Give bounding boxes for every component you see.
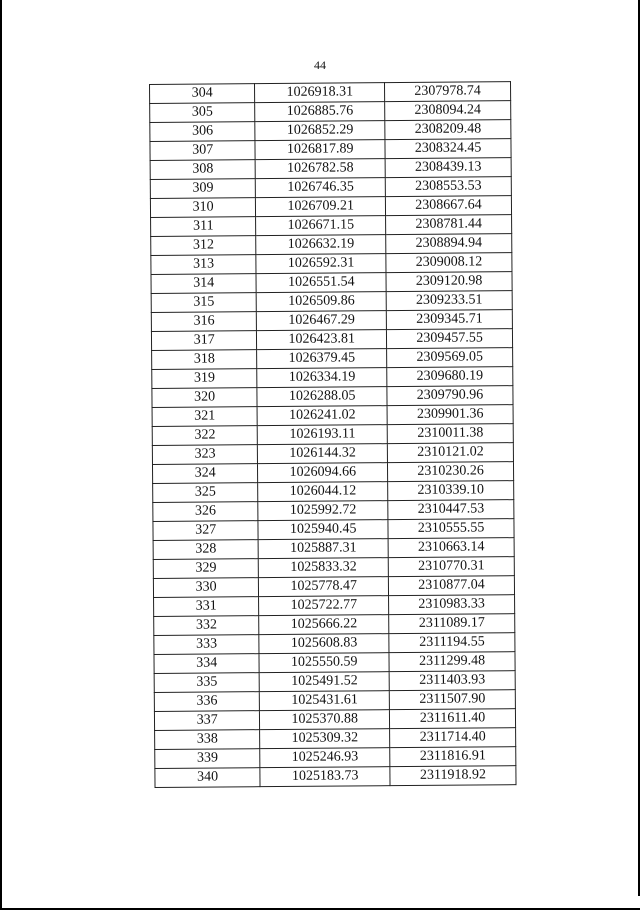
table-row — [150, 196, 511, 218]
point-number-cell: 327 — [153, 521, 259, 541]
table-row — [151, 310, 512, 332]
point-number-cell: 337 — [154, 711, 260, 731]
y-coordinate-cell: 2308667.64 — [386, 196, 512, 216]
y-coordinate-cell: 2311714.40 — [390, 728, 516, 748]
table-row — [151, 253, 512, 275]
point-number-cell: 325 — [153, 483, 259, 503]
point-number-cell: 322 — [152, 426, 258, 446]
x-coordinate-cell: 1025666.22 — [259, 615, 389, 635]
x-coordinate-cell: 1025833.32 — [259, 558, 389, 578]
y-coordinate-cell: 2308439.13 — [385, 158, 511, 178]
coordinate-table-body — [150, 82, 517, 788]
x-coordinate-cell: 1026509.86 — [257, 292, 387, 312]
table-row — [151, 234, 512, 256]
coordinate-table — [149, 81, 517, 788]
y-coordinate-cell: 2308324.45 — [385, 139, 511, 159]
point-number-cell: 324 — [152, 464, 258, 484]
x-coordinate-cell: 1025992.72 — [258, 501, 388, 521]
y-coordinate-cell: 2309680.19 — [387, 367, 513, 387]
y-coordinate-cell: 2310011.38 — [387, 424, 513, 444]
table-row — [155, 747, 516, 769]
point-number-cell: 304 — [150, 84, 256, 104]
point-number-cell: 332 — [154, 616, 260, 636]
table-row — [153, 481, 514, 503]
y-coordinate-cell: 2310447.53 — [388, 500, 514, 520]
point-number-cell: 320 — [152, 388, 258, 408]
point-number-cell: 334 — [154, 654, 260, 674]
table-row — [152, 386, 513, 408]
table-row — [150, 177, 511, 199]
table-row — [152, 405, 513, 427]
y-coordinate-cell: 2308894.94 — [386, 234, 512, 254]
x-coordinate-cell: 1026094.66 — [258, 463, 388, 483]
table-row — [150, 158, 511, 180]
x-coordinate-cell: 1025183.73 — [260, 767, 390, 787]
x-coordinate-cell: 1025722.77 — [259, 596, 389, 616]
x-coordinate-cell: 1026144.32 — [258, 444, 388, 464]
table-row — [153, 538, 514, 560]
point-number-cell: 331 — [154, 597, 260, 617]
x-coordinate-cell: 1025550.59 — [259, 653, 389, 673]
table-row — [155, 766, 516, 788]
table-row — [154, 652, 515, 674]
table-row — [154, 709, 515, 731]
y-coordinate-cell: 2310663.14 — [388, 538, 514, 558]
table-row — [152, 443, 513, 465]
x-coordinate-cell: 1026241.02 — [257, 406, 387, 426]
table-row — [153, 519, 514, 541]
y-coordinate-cell: 2311194.55 — [389, 633, 515, 653]
y-coordinate-cell: 2309901.36 — [387, 405, 513, 425]
point-number-cell: 328 — [153, 540, 259, 560]
point-number-cell: 317 — [151, 331, 257, 351]
x-coordinate-cell: 1026852.29 — [255, 121, 385, 141]
x-coordinate-cell: 1026193.11 — [258, 425, 388, 445]
x-coordinate-cell: 1026782.58 — [255, 159, 385, 179]
point-number-cell: 319 — [152, 369, 258, 389]
table-row — [151, 272, 512, 294]
y-coordinate-cell: 2311403.93 — [389, 671, 515, 691]
point-number-cell: 315 — [151, 293, 257, 313]
point-number-cell: 330 — [153, 578, 259, 598]
point-number-cell: 323 — [152, 445, 258, 465]
y-coordinate-cell: 2309345.71 — [386, 310, 512, 330]
y-coordinate-cell: 2309120.98 — [386, 272, 512, 292]
point-number-cell: 318 — [152, 350, 258, 370]
x-coordinate-cell: 1026746.35 — [256, 178, 386, 198]
table-row — [152, 367, 513, 389]
point-number-cell: 305 — [150, 103, 256, 123]
x-coordinate-cell: 1025370.88 — [260, 710, 390, 730]
table-row — [154, 671, 515, 693]
y-coordinate-cell: 2310877.04 — [389, 576, 515, 596]
y-coordinate-cell: 2309457.55 — [387, 329, 513, 349]
table-row — [155, 728, 516, 750]
point-number-cell: 316 — [151, 312, 257, 332]
x-coordinate-cell: 1026885.76 — [255, 102, 385, 122]
y-coordinate-cell: 2310983.33 — [389, 595, 515, 615]
x-coordinate-cell: 1026467.29 — [257, 311, 387, 331]
x-coordinate-cell: 1026551.54 — [256, 273, 386, 293]
y-coordinate-cell: 2311299.48 — [389, 652, 515, 672]
point-number-cell: 340 — [155, 768, 261, 788]
table-row — [152, 424, 513, 446]
x-coordinate-cell: 1026817.89 — [255, 140, 385, 160]
y-coordinate-cell: 2309569.05 — [387, 348, 513, 368]
point-number-cell: 310 — [150, 198, 256, 218]
table-row — [154, 633, 515, 655]
x-coordinate-cell: 1026671.15 — [256, 216, 386, 236]
point-number-cell: 313 — [151, 255, 257, 275]
table-row — [150, 120, 511, 142]
table-row — [153, 576, 514, 598]
point-number-cell: 312 — [151, 236, 257, 256]
x-coordinate-cell: 1025309.32 — [260, 729, 390, 749]
x-coordinate-cell: 1026592.31 — [256, 254, 386, 274]
x-coordinate-cell: 1025940.45 — [258, 520, 388, 540]
x-coordinate-cell: 1025778.47 — [259, 577, 389, 597]
table-row — [154, 690, 515, 712]
y-coordinate-cell: 2308553.53 — [385, 177, 511, 197]
y-coordinate-cell: 2311611.40 — [390, 709, 516, 729]
x-coordinate-cell: 1025887.31 — [258, 539, 388, 559]
point-number-cell: 321 — [152, 407, 258, 427]
y-coordinate-cell: 2309233.51 — [386, 291, 512, 311]
point-number-cell: 307 — [150, 141, 256, 161]
point-number-cell: 314 — [151, 274, 257, 294]
page-number: 44 — [314, 58, 326, 72]
table-row — [153, 557, 514, 579]
x-coordinate-cell: 1025608.83 — [259, 634, 389, 654]
y-coordinate-cell: 2308209.48 — [385, 120, 511, 140]
table-row — [154, 614, 515, 636]
y-coordinate-cell: 2311507.90 — [389, 690, 515, 710]
y-coordinate-cell: 2311816.91 — [390, 747, 516, 767]
x-coordinate-cell: 1025246.93 — [260, 748, 390, 768]
table-row — [151, 291, 512, 313]
y-coordinate-cell: 2307978.74 — [385, 82, 511, 102]
point-number-cell: 326 — [153, 502, 259, 522]
y-coordinate-cell: 2309008.12 — [386, 253, 512, 273]
table-row — [151, 215, 512, 237]
y-coordinate-cell: 2308094.24 — [385, 101, 511, 121]
y-coordinate-cell: 2311089.17 — [389, 614, 515, 634]
x-coordinate-cell: 1026918.31 — [255, 83, 385, 103]
x-coordinate-cell: 1026379.45 — [257, 349, 387, 369]
y-coordinate-cell: 2310770.31 — [388, 557, 514, 577]
point-number-cell: 306 — [150, 122, 256, 142]
table-row — [154, 595, 515, 617]
x-coordinate-cell: 1026044.12 — [258, 482, 388, 502]
table-row — [150, 139, 511, 161]
y-coordinate-cell: 2310555.55 — [388, 519, 514, 539]
point-number-cell: 311 — [151, 217, 257, 237]
x-coordinate-cell: 1026288.05 — [257, 387, 387, 407]
y-coordinate-cell: 2310121.02 — [387, 443, 513, 463]
x-coordinate-cell: 1026423.81 — [257, 330, 387, 350]
x-coordinate-cell: 1026632.19 — [256, 235, 386, 255]
x-coordinate-cell: 1026709.21 — [256, 197, 386, 217]
table-row — [152, 348, 513, 370]
point-number-cell: 333 — [154, 635, 260, 655]
table-row — [150, 82, 511, 104]
point-number-cell: 329 — [153, 559, 259, 579]
y-coordinate-cell: 2309790.96 — [387, 386, 513, 406]
point-number-cell: 335 — [154, 673, 260, 693]
table-row — [150, 101, 511, 123]
y-coordinate-cell: 2308781.44 — [386, 215, 512, 235]
x-coordinate-cell: 1025491.52 — [259, 672, 389, 692]
y-coordinate-cell: 2310339.10 — [388, 481, 514, 501]
y-coordinate-cell: 2311918.92 — [390, 766, 516, 786]
point-number-cell: 338 — [155, 730, 261, 750]
point-number-cell: 309 — [150, 179, 256, 199]
table-row — [151, 329, 512, 351]
x-coordinate-cell: 1025431.61 — [260, 691, 390, 711]
point-number-cell: 339 — [155, 749, 261, 769]
table-row — [152, 462, 513, 484]
y-coordinate-cell: 2310230.26 — [388, 462, 514, 482]
point-number-cell: 308 — [150, 160, 256, 180]
x-coordinate-cell: 1026334.19 — [257, 368, 387, 388]
point-number-cell: 336 — [154, 692, 260, 712]
table-row — [153, 500, 514, 522]
